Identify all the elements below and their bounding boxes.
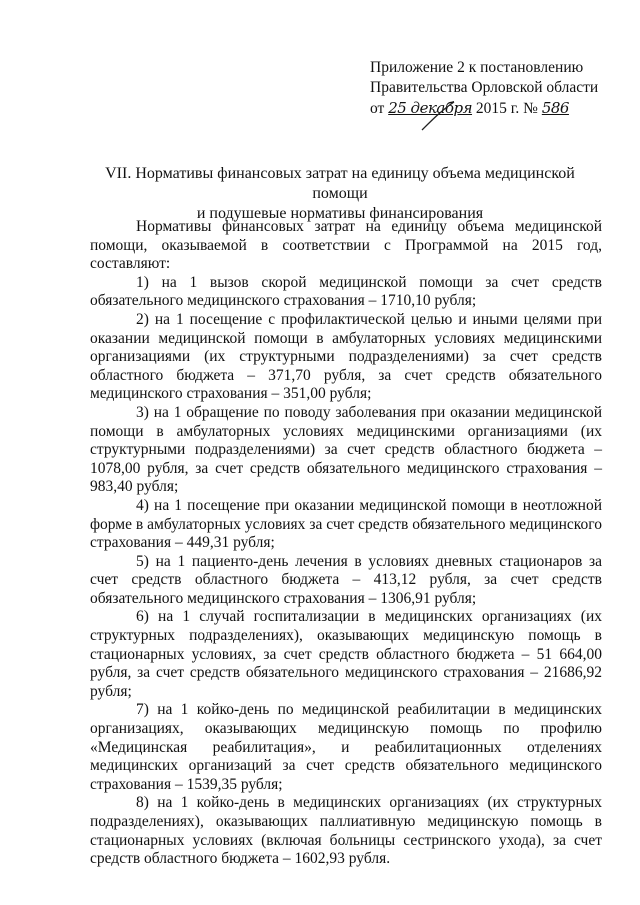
norm-item-3: 3) на 1 обращение по поводу заболевания при оказании медицинской помощи в амбулаторных условиях медицинскими организациями (их структурными подразделениями) за счет средств областного бюджета – 1078,00 рубля, за счет средств обязательного медицинского страхования – 983,40 рубля; bbox=[90, 403, 602, 496]
document-body bbox=[90, 218, 602, 869]
handwritten-number: 586 bbox=[541, 99, 569, 117]
norm-item-4: 4) на 1 посещение при оказании медицинской помощи в неотложной форме в амбулаторных условиях за счет средств обязательного медицинского страхования – 449,31 рубля; bbox=[90, 496, 602, 552]
date-from-label: от bbox=[370, 100, 385, 117]
norm-item-1: 1) на 1 вызов скорой медицинской помощи за счет средств обязательного медицинского страхования – 1710,10 рубля; bbox=[90, 273, 602, 310]
norm-item-5: 5) на 1 пациенто-день лечения в условиях дневных стационаров за счет средств областного бюджета – 413,12 рубля, за счет средств обязательного медицинского страхования – 1306,91 рубля; bbox=[90, 552, 602, 607]
norm-item-8: 8) на 1 койко-день в медицинских организациях (их структурных подразделениях), оказывающих паллиативную медицинскую помощь в стационарных условиях (включая больницы сестринского ухода), за счет средств областного бюджета – 1602,93 рубля. bbox=[90, 794, 602, 868]
appendix-date-line bbox=[370, 98, 610, 119]
signature-stroke-icon bbox=[418, 98, 478, 132]
intro-paragraph: Нормативы финансовых затрат на единицу объема медицинской помощи, оказываемой в соответствии с Программой на 2015 год, составляют: bbox=[90, 218, 602, 273]
appendix-title: Приложение 2 к постановлению bbox=[370, 59, 584, 76]
section-heading-line-1: VII. Нормативы финансовых затрат на единицу объема медицинской помощи bbox=[105, 165, 575, 202]
appendix-issuer: Правительства Орловской области bbox=[370, 79, 599, 96]
handwritten-date: 25 декабря bbox=[388, 99, 473, 117]
date-year-number-label: 2015 г. № bbox=[475, 100, 538, 117]
appendix-header bbox=[370, 58, 610, 119]
norm-item-6: 6) на 1 случай госпитализации в медицинских организациях (их структурных подразделениях), оказывающих медицинскую помощь в стационарных условиях, за счет средств областного бюджета – 51 664,00 рубля, за счет средств обязательного медицинского страхования – 21686,92 рубля; bbox=[90, 608, 602, 700]
section-heading-line-2: и подушевые нормативы финансирования bbox=[196, 205, 484, 222]
norm-item-2: 2) на 1 посещение с профилактической целью и иными целями при оказании медицинской помощи в амбулаторных условиях медицинскими организациями (их структурными подразделениями) за счет средств областного бюджета – 371,70 рубля, за счет средств обязательного медицинского страхования – 351,00 рубля; bbox=[90, 310, 602, 403]
section-heading bbox=[80, 164, 600, 224]
norm-item-7: 7) на 1 койко-день по медицинской реабилитации в медицинских организациях, оказывающих медицинскую помощь по профилю «Медицинская реабилитация», и реабилитационных отделениях медицинских организаций за счет средств обязательного медицинского страхования – 1539,35 рубля; bbox=[90, 701, 602, 793]
